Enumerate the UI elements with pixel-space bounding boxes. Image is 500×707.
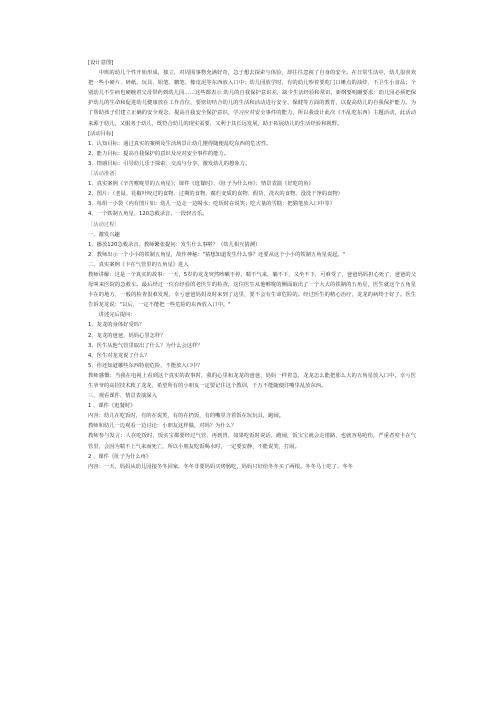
courseware-content: 内容：幼儿在吃饭时，有的在说笑，有的在扔饭，有的嘴里含着饭在玩玩具，跑闹。	[88, 413, 284, 420]
section-heading: 三、观看课件、情景表演深入	[88, 393, 157, 400]
goal-item: 1、认知目标：通过真实的案例及生活场景让幼儿懂得随便乱吃东西的危害性。	[88, 140, 272, 147]
prep-item: 3、每组一小袋（内有图片如：幼儿一边走一边喝水；吃饭时在说笑；吃大量的雪糕；把猫笔放入口中等）	[88, 201, 336, 208]
design-intent-heading: [设计意图]	[88, 60, 114, 66]
courseware-heading: 2 、课件《肚子为什么疼》	[88, 453, 152, 460]
section-heading: 一、激发兴趣	[88, 231, 120, 238]
goal-item: 2、能力目标：提高自我保护的意识及应对安全事件的能力。	[88, 150, 230, 157]
courseware-heading: 1 、课件《逛餐时》	[88, 403, 136, 410]
document-body	[88, 58, 416, 472]
question-item: 5、你还知道哪些东西特别危险，不能放入口中？	[88, 362, 203, 369]
goals-heading: [活动目标]	[88, 130, 114, 137]
section-heading: 二、真实案例《卡在气管里的五角星》进入	[88, 261, 189, 268]
courseware-summary: 教师参与发言：人在吃饭时，饭实宝都要经过气管，再到胃，如果吃饭时说话，跑闹，饭宝宝就会走错路，也就容易呛伤，严重者窒卡在气管里，会因为喘不上气来而死亡，所以小朋友吃饭喝水时，一定要安静，不能说笑，打闹。	[88, 433, 416, 450]
question-item: 3、医生从他气管里取出了什么？为什么会这样？	[88, 342, 203, 349]
prep-item: 2、图片：（老鼠、花椒叶咬过的食物、过期的食物、腐烂变质的食物、假货、洗衣的食物、没洗干净的食物）	[88, 191, 343, 198]
prep-item: 4、一个铁制五角星、120急救录音、一段轻音乐。	[88, 211, 208, 218]
courseware-question: 教师和幼儿一边观看一边讨论：小朋友这样做，对吗？为什么？	[88, 423, 237, 430]
question-item: 1、龙龙的身体好受吗？	[88, 322, 145, 329]
prep-item: 1、真实案例《辛苦喉咙里的五角星》；课件《逛餐时》、《肚子为什么疼》；情景表演《好吃的鱼》	[88, 181, 314, 188]
story-paragraph: 教师讲解：这是一个真实的故事：一天，5岁的龙龙突然咳嗽不停，喘不气来，躺不下，又坐不下，可难受了，爸爸妈妈担心死了，爸爸的父母叫来医院的急救车。最后经过一位有经验的老医生的检查，这位医生从他喉咙的侧面取出了一个大大的铁制的五角星，医生就这个五角星卡在的地方，一般的检查很难发现，幸亏爸爸妈妈及时来到了这里，要不会有生命危险的。经过医生的精心治疗，龙龙的病终于好了。医生告诉龙龙说："以后，一定不能把一些危险的东西放入口中。"	[88, 271, 416, 309]
design-intent-paragraph: 中班的幼儿个性开始形成，独立，对周围事物充满好奇，急于想去探索与体验，却往往忽视了自身的安全。在日常生活中，幼儿很喜欢把一些小硬片、碎纸、玩具、铅笔、糖笔、橡皮泥等东西放入口中；幼儿园放学时，有的幼儿吵着要吃门口摊点的油炸、不卫生小食品；个别幼儿不生病也硬缠着父母带药到幼儿园……这些都表示 幼儿的自我保护意识差，缺少生活经验和常识，新纲要明确要求：幼儿园必须把保护幼儿的生命和促进幼儿健康放在工作首位，要密切结合幼儿的生活和活动进行安全、保健等方面的教育，以提高幼儿的自我保护能力。为了帮助孩子们建立正确的安全观念，提高自我安全保护意识，学习应对安全事件的能力，所以我设计此次《不乱吃东西》主题活动，此活动来源于幼儿，又服务于幼儿，既符合幼儿的现实需要，又利于其长远发展，助于拓展幼儿的生活经验和视野。	[88, 70, 416, 127]
summary-paragraph: 教师感慨：当我在电视上看到这个真实的故事时，我的心里和龙龙的爸爸、妈妈一样着急，龙龙怎么能把那么大的五角星放入口中，幸亏医生爷爷的高招技术救了龙龙，希望所有的小朋友一定要记住这个教训，千万不能随便往嘴里乱放东西。	[88, 372, 416, 389]
goal-item: 3、情感目标：引导幼儿乐于探索、交流与分享，激发幼儿的想象力。	[88, 160, 251, 167]
questions-intro: 讲述完后提问：	[98, 312, 136, 319]
process-heading: ［活动过程］	[88, 221, 120, 228]
question-item: 4、医生对龙龙说了什么？	[88, 352, 150, 359]
section-item: 1、播放120急救录音。教师繁张提问：发生什么事啦？（幼儿相互猜测）	[88, 241, 261, 248]
courseware-content: 内容：一天，妈妈从幼儿园接冬冬回家，冬冬非要妈妈买烤肠吃，妈妈只好给冬冬买了两根。冬冬马上吃了。冬冬	[88, 463, 353, 470]
prep-heading: ［活动准备］	[88, 171, 120, 178]
question-item: 2、龙龙的爸爸，妈妈心里怎样？	[88, 332, 166, 339]
section-item: 2、教师出示一个小小的铁制五角星，故作神秘："猜想知道发生什么事？还要从这个小小的铁制五角星说起。"	[88, 251, 346, 258]
